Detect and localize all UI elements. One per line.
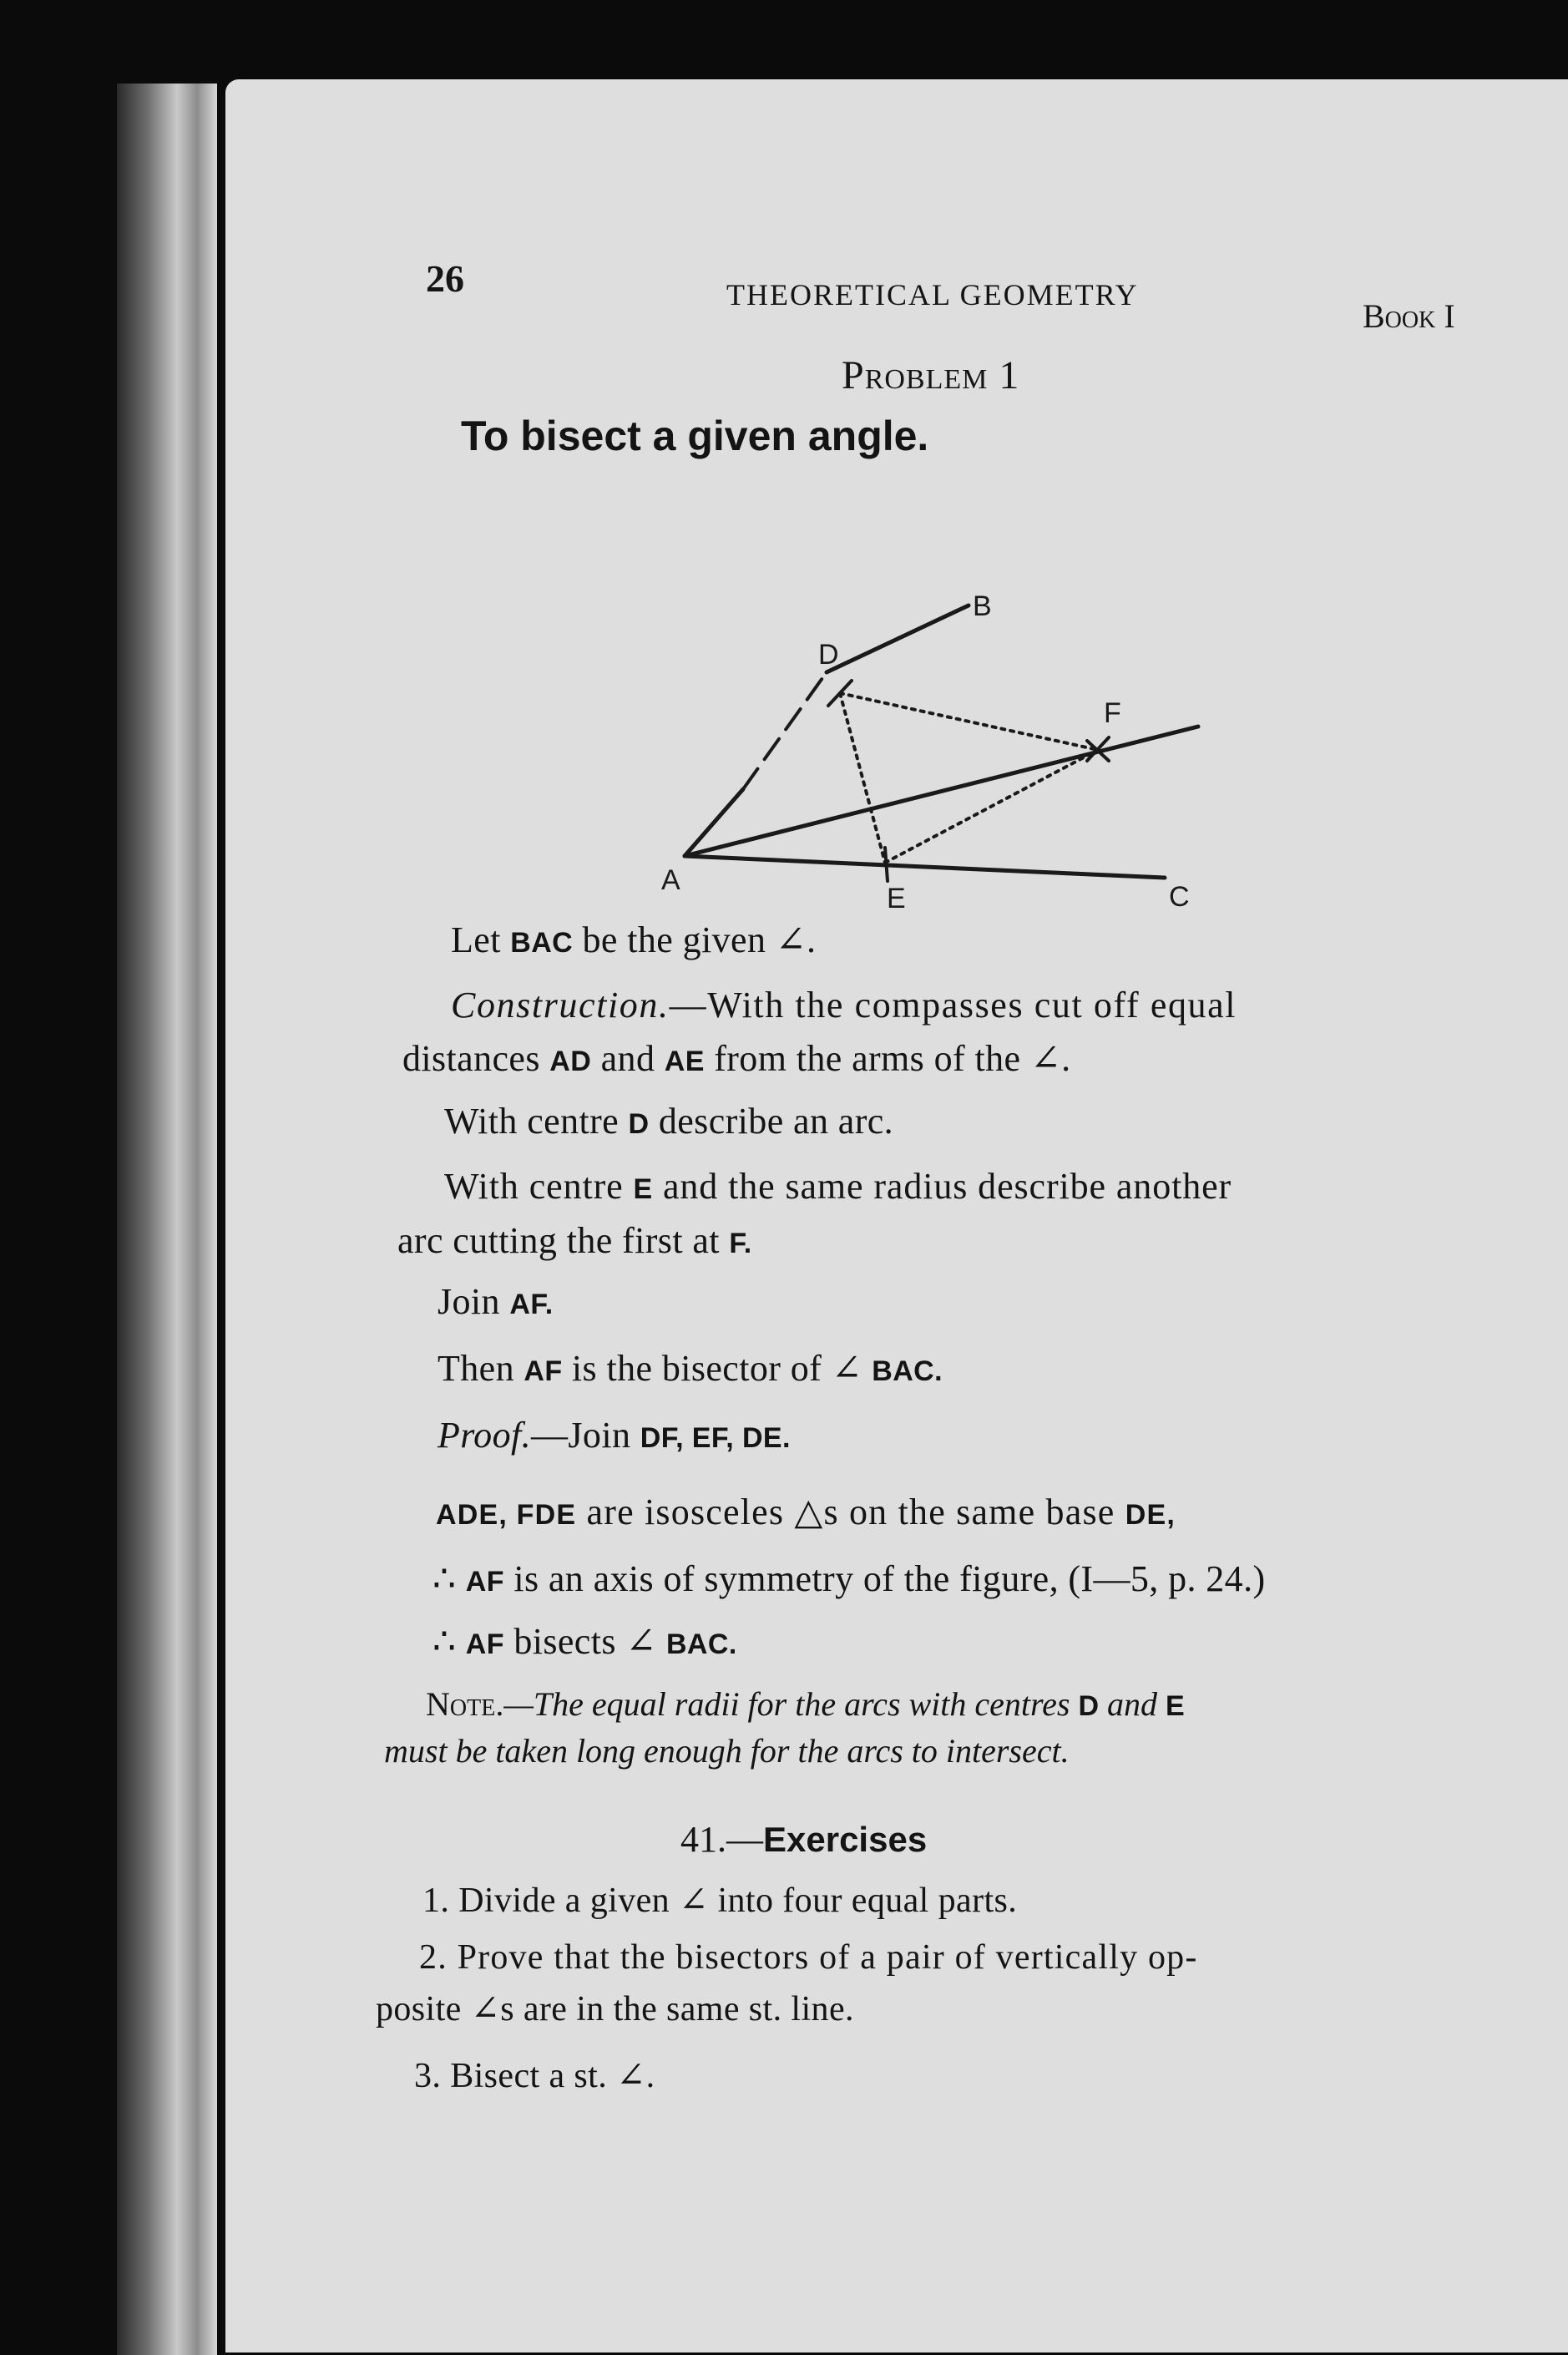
exercise-2b [376, 1988, 854, 2029]
text: and the same radius describe another [653, 1166, 1232, 1207]
text: posite [376, 1990, 471, 2028]
book-label: Book I [1363, 297, 1455, 335]
line-centre-e [444, 1165, 1232, 1208]
line-isosceles [436, 1491, 1176, 1533]
section-number: 41.— [680, 1819, 763, 1860]
label: F. [729, 1228, 752, 1259]
label-f: F [1104, 697, 1121, 729]
line-centre-d [444, 1100, 893, 1142]
label: D [1078, 1690, 1099, 1722]
construction-label: Construction. [451, 985, 670, 1026]
text: With centre [444, 1166, 634, 1207]
running-title: THEORETICAL GEOMETRY [726, 278, 1139, 311]
angle-symbol: ∠ [831, 1348, 873, 1389]
label: AD [549, 1046, 592, 1077]
angle-symbol: ∠. [775, 919, 817, 960]
label-c: C [1169, 881, 1190, 913]
text: are isosceles [576, 1492, 795, 1532]
angle-symbol: ∠. [1029, 1038, 1071, 1079]
label-a: A [661, 864, 680, 896]
book-page [225, 79, 1568, 2352]
text: —The equal radii for the arcs with centres [503, 1685, 1079, 1723]
line-arc-cutting [397, 1219, 752, 1262]
exercise-3 [414, 2054, 655, 2096]
exercises-heading [680, 1818, 927, 1861]
text: and [1099, 1685, 1166, 1723]
page-number: 26 [426, 257, 464, 300]
line-join-af [438, 1280, 554, 1323]
bisector-af [685, 727, 1198, 856]
text: from the arms of the [704, 1038, 1030, 1079]
note-line-1 [426, 1684, 1185, 1724]
line-bisects [432, 1620, 737, 1663]
label-b: B [973, 590, 992, 622]
text: 1. Divide a given [422, 1881, 679, 1920]
text: distances [402, 1038, 550, 1079]
angle-symbol: ∠. [616, 2057, 655, 2095]
note-label: Note. [426, 1685, 504, 1723]
label: DE, [1125, 1499, 1176, 1531]
proof-label: Proof. [438, 1415, 531, 1456]
text: ∠s are in the same st. line. [470, 1990, 854, 2028]
line-distances [402, 1037, 1071, 1080]
ray-ab-solid [827, 605, 969, 672]
text: Then [438, 1348, 524, 1389]
text: is an axis of symmetry of the figure, (I—5, p. 24.) [503, 1558, 1266, 1599]
label: BAC. [872, 1355, 943, 1387]
label: E [633, 1173, 654, 1205]
line-then [438, 1347, 943, 1390]
segment-de [840, 693, 885, 863]
segment-df [840, 693, 1098, 750]
ray-ac [685, 856, 1165, 878]
label: ADE, FDE [436, 1499, 577, 1531]
text: —With the compasses cut off equal [669, 985, 1237, 1026]
exercise-2a: 2. Prove that the bisectors of a pair of vertically op- [419, 1938, 1198, 1977]
text: and [591, 1038, 665, 1079]
note-line-2: must be taken long enough for the arcs to intersect. [384, 1732, 1070, 1770]
text: △s on the same base [794, 1492, 1125, 1532]
label-e: E [887, 883, 906, 914]
label: AF [524, 1355, 563, 1387]
line-axis [432, 1557, 1266, 1600]
arc-at-d [828, 681, 852, 706]
text: be the given [573, 919, 776, 960]
problem-heading: Problem 1 [842, 353, 1020, 398]
text: 3. Bisect a st. [414, 2057, 617, 2095]
text: arc cutting the first at [397, 1220, 730, 1261]
section-title: Exercises [763, 1820, 928, 1859]
text: into four equal parts. [708, 1881, 1018, 1920]
angle-symbol: ∠ [678, 1881, 709, 1920]
label: AF. [509, 1289, 554, 1320]
label: AF [465, 1566, 504, 1598]
label: E [1166, 1690, 1185, 1722]
therefore-symbol: ∴ [432, 1621, 466, 1662]
label: D [628, 1108, 650, 1140]
text: With centre [444, 1101, 629, 1142]
label-d: D [818, 639, 839, 671]
angle-symbol: ∠ [625, 1621, 666, 1662]
segment-ef [885, 750, 1098, 863]
line-proof [438, 1414, 791, 1456]
label: BAC. [665, 1628, 737, 1660]
text: —Join [531, 1415, 640, 1456]
text: Let [451, 919, 511, 960]
exercise-1 [422, 1879, 1017, 1921]
text: Join [438, 1281, 510, 1322]
label: BAC [510, 927, 574, 959]
therefore-symbol: ∴ [432, 1558, 466, 1599]
problem-statement: To bisect a given angle. [461, 413, 929, 459]
book-spine [117, 84, 217, 2355]
text: bisects [503, 1621, 626, 1662]
line-let [451, 919, 816, 961]
bisector-figure [643, 514, 1311, 965]
label: AE [664, 1046, 705, 1077]
line-construction [451, 984, 1237, 1026]
label: DF, EF, DE. [640, 1422, 791, 1454]
ray-ab-dashed [743, 672, 827, 789]
ray-ab-base [685, 789, 743, 856]
label: AF [465, 1628, 504, 1660]
arc-at-e [885, 848, 888, 881]
text: describe an arc. [649, 1101, 894, 1142]
text: is the bisector of [562, 1348, 832, 1389]
